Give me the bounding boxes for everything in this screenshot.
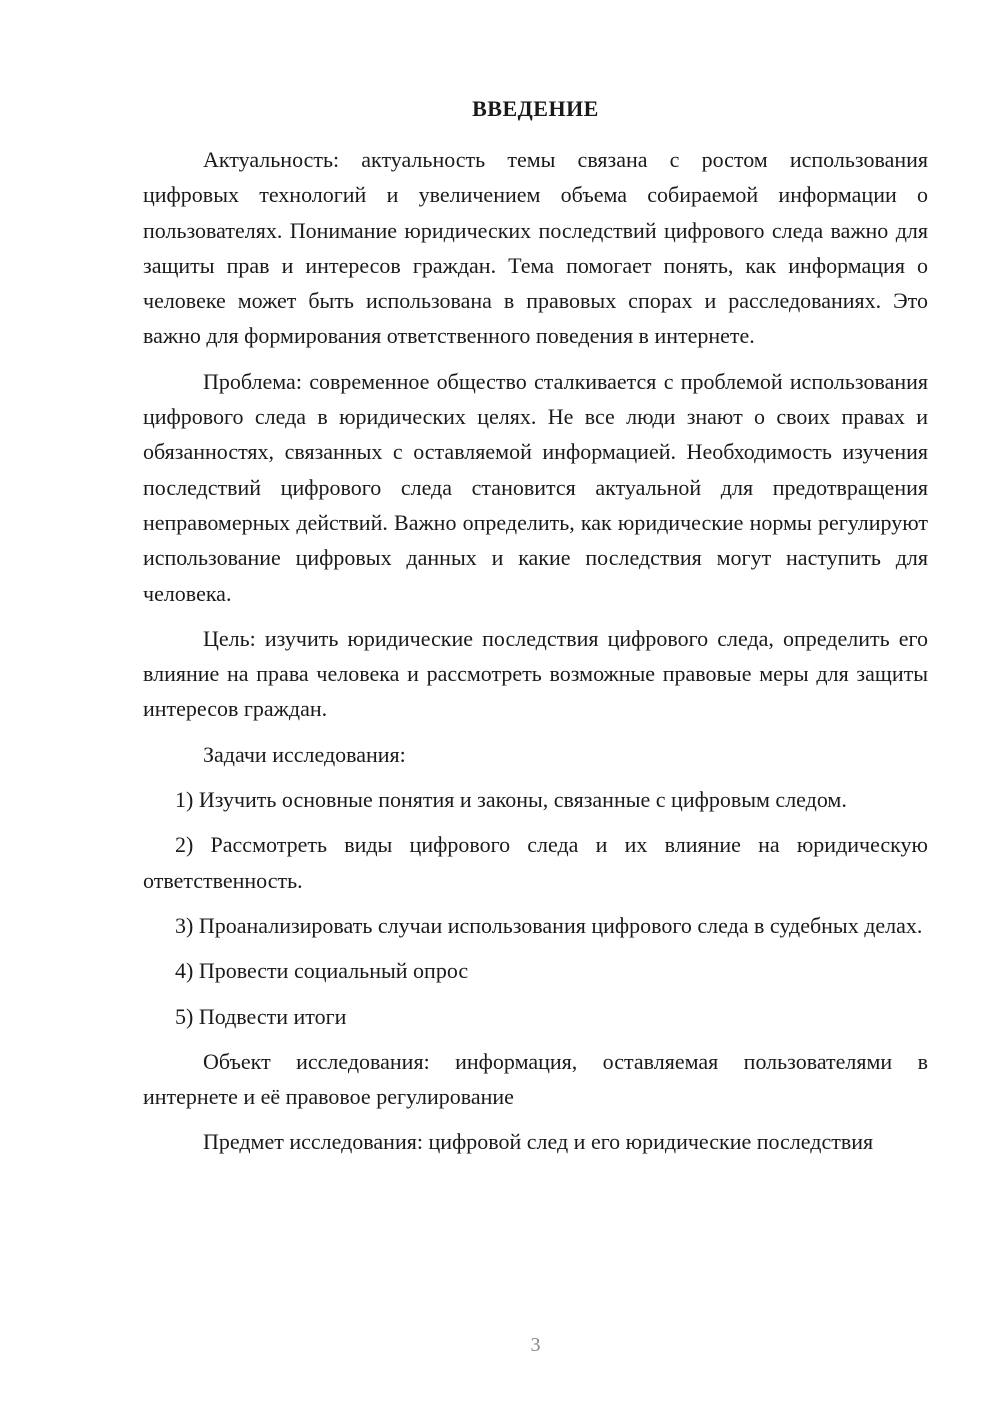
paragraph-goal: Цель: изучить юридические последствия цифрового следа, определить его влияние на права человека и рассмотреть возможные правовые меры для защиты интересов граждан. — [143, 625, 928, 722]
paragraph-object: Объект исследования: информация, оставляемая пользователями в интернете и её правовое регулирование — [143, 1048, 928, 1110]
document-page — [143, 0, 928, 1414]
paragraph-subject: Предмет исследования: цифровой след и его юридические последствия — [203, 1129, 874, 1155]
task-item-1: 1) Изучить основные понятия и законы, связанные с цифровым следом. — [175, 787, 847, 813]
section-title: ВВЕДЕНИЕ — [472, 96, 599, 121]
task-item-3: 3) Проанализировать случаи использования цифрового следа в судебных делах. — [175, 912, 923, 938]
paragraph-tasks-heading: Задачи исследования: — [203, 741, 406, 767]
document-body — [143, 142, 928, 1170]
task-item-4: 4) Провести социальный опрос — [175, 958, 469, 984]
page-number: 3 — [530, 1334, 541, 1356]
task-item-5: 5) Подвести итоги — [175, 1003, 347, 1029]
paragraph-relevance: Актуальность: актуальность темы связана с ростом использования цифровых технологий и увеличением объема собираемой информации о пользователях. Понимание юридических последствий цифрового следа важно для защиты прав и интересов граждан. Тема помогает понять, как информация о человеке может быть использована в правовых спорах и расследованиях. Это важно для формирования ответственного поведения в интернете. — [143, 147, 928, 349]
paragraph-problem: Проблема: современное общество сталкивается с проблемой использования цифрового следа в юридических целях. Не все люди знают о своих правах и обязанностях, связанных с оставляемой информацией. Необходимость изучения последствий цифрового следа становится актуальной для предотвращения неправомерных действий. Важно определить, как юридические нормы регулируют использование цифровых данных и какие последствия могут наступить для человека. — [143, 368, 928, 606]
task-item-2: 2) Рассмотреть виды цифрового следа и их влияние на юридическую ответственность. — [143, 832, 928, 893]
